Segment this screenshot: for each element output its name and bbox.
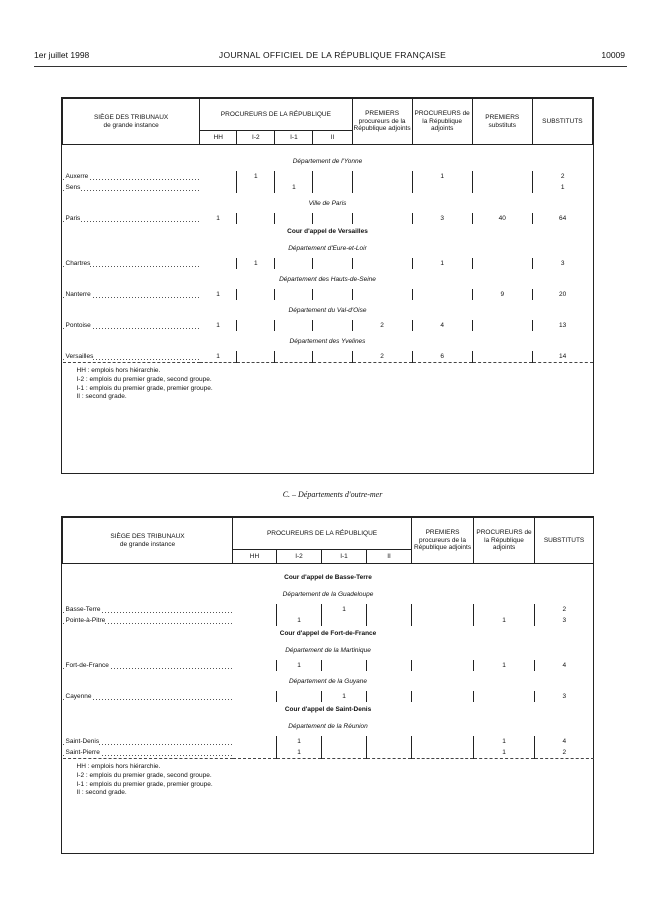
cell-hh: 1	[200, 320, 237, 331]
court-heading-row	[63, 626, 594, 640]
cell-i2: 1	[277, 615, 322, 626]
cell-ps	[472, 171, 532, 182]
section-heading-row	[63, 300, 593, 320]
note-line: HH : emplois hors hiérarchie.	[76, 367, 161, 374]
cell-i1	[322, 615, 367, 626]
cell-i2	[237, 320, 275, 331]
cell-ii	[313, 320, 352, 331]
table-row	[63, 604, 594, 615]
tribunal-name	[63, 289, 200, 300]
note-line: I-2 : emplois du premier grade, second groupe.	[76, 375, 212, 383]
court-heading-row	[63, 702, 594, 716]
cell-i1: 1	[322, 604, 367, 615]
cell-pp	[412, 747, 474, 759]
tribunal-name-text: Nanterre	[65, 291, 91, 298]
section-heading: Département des Hauts-de-Seine	[279, 275, 376, 283]
cell-i1	[275, 213, 313, 224]
cell-sub: 4	[562, 738, 567, 745]
col-ii: II	[367, 550, 412, 564]
cell-pa: 1	[474, 747, 535, 759]
section-heading-row	[63, 584, 594, 604]
cell-pa	[412, 289, 472, 300]
cell-i2	[237, 289, 275, 300]
notes-row	[63, 363, 593, 407]
tribunal-name	[63, 351, 200, 363]
table-row	[63, 289, 593, 300]
cell-pa: 4	[412, 320, 472, 331]
table-row	[63, 182, 593, 193]
tribunal-name-text: Pointe-à-Pitre	[65, 617, 106, 624]
header-rule	[34, 66, 627, 67]
cell-pp: 2	[352, 320, 412, 331]
tribunal-name-text: Saint-Pierre	[65, 749, 100, 756]
cell-i2	[237, 182, 275, 193]
cell-i2: 1	[277, 660, 322, 671]
cell-i2	[237, 351, 275, 363]
cell-hh	[233, 747, 277, 759]
tribunal-name-text: Pontoise	[65, 322, 91, 329]
tribunal-name	[63, 747, 233, 759]
page-number: 10009	[601, 50, 625, 60]
cell-i2	[277, 604, 322, 615]
col-premiers-substituts: PREMIERS substituts	[472, 99, 532, 145]
note-line: I-2 : emplois du premier grade, second groupe.	[76, 771, 212, 779]
tribunal-name-text: Cayenne	[65, 693, 92, 700]
table-row	[63, 736, 594, 747]
section-heading: Département du Val-d'Oise	[288, 306, 367, 314]
tribunal-name-text: Sens	[65, 184, 81, 191]
cell-ii	[367, 660, 412, 671]
section-heading-row	[63, 671, 594, 691]
tribunal-name-text: Fort-de-France	[65, 662, 109, 669]
cell-pa: 1	[412, 171, 472, 182]
col-procureurs-adjoints: PROCUREURS de la République adjoints	[474, 518, 535, 564]
tribunal-name-text: Versailles	[65, 353, 94, 360]
tribunal-name-text: Auxerre	[65, 173, 89, 180]
section-c-title: C. – Départements d'outre-mer	[282, 490, 383, 499]
cell-i1	[275, 351, 313, 363]
cell-ii	[313, 289, 352, 300]
cell-ii	[313, 213, 352, 224]
cell-ii	[313, 182, 352, 193]
court-heading: Cour d'appel de Basse-Terre	[284, 573, 372, 581]
cell-pp	[412, 615, 474, 626]
table-row	[63, 615, 594, 626]
section-heading: Département d'Eure-et-Loir	[288, 244, 367, 252]
cell-i1	[322, 736, 367, 747]
cell-hh	[233, 615, 277, 626]
tribunal-name	[63, 691, 233, 702]
col-i2: I-2	[237, 131, 275, 145]
cell-i2	[237, 213, 275, 224]
cell-sub: 2	[560, 173, 565, 180]
section-heading: Département de la Réunion	[288, 722, 368, 730]
col-premiers-procureurs: PREMIERS procureurs de la République adjoints	[412, 518, 474, 564]
cell-sub: 3	[560, 260, 565, 267]
cell-ii	[367, 604, 412, 615]
col-ii: II	[313, 131, 352, 145]
note-line: I-1 : emplois du premier grade, premier groupe.	[76, 384, 213, 392]
section-heading-row	[63, 193, 593, 213]
cell-i1	[275, 289, 313, 300]
table-notes	[63, 759, 594, 803]
section-heading: Ville de Paris	[308, 199, 347, 207]
cell-sub: 4	[562, 662, 567, 669]
cell-sub: 64	[559, 215, 567, 222]
table-row	[63, 258, 593, 269]
table-row	[63, 213, 593, 224]
note-line: I-1 : emplois du premier grade, premier groupe.	[76, 780, 213, 788]
cell-hh: 1	[200, 351, 237, 363]
col-siege: SIÈGE DES TRIBUNAUX de grande instance	[63, 518, 233, 564]
section-heading-row	[63, 151, 593, 171]
cell-hh	[233, 660, 277, 671]
cell-pa: 1	[474, 615, 535, 626]
tribunal-name-text: Chartres	[65, 260, 91, 267]
cell-i2: 1	[277, 736, 322, 747]
cell-pa	[412, 182, 472, 193]
col-i1: I-1	[275, 131, 313, 145]
col-substituts: SUBSTITUTS	[532, 99, 592, 145]
cell-ps	[472, 351, 532, 363]
table-row	[63, 660, 594, 671]
cell-i1: 1	[275, 182, 313, 193]
notes-row	[63, 759, 594, 803]
cell-pp	[352, 182, 412, 193]
cell-ii	[367, 691, 412, 702]
cell-sub: 14	[559, 353, 567, 360]
court-heading: Cour d'appel de Versailles	[287, 227, 368, 235]
cell-ps	[472, 182, 532, 193]
court-heading-row	[63, 570, 594, 584]
cell-hh	[200, 258, 237, 269]
cell-i1	[275, 171, 313, 182]
col-substituts: SUBSTITUTS	[535, 518, 594, 564]
cell-sub: 13	[559, 322, 567, 329]
cell-ii	[313, 351, 352, 363]
tribunal-name	[63, 660, 233, 671]
cell-pa: 3	[412, 213, 472, 224]
table-metropole	[62, 98, 593, 406]
journal-title: JOURNAL OFFICIEL DE LA RÉPUBLIQUE FRANÇAISE	[218, 50, 447, 60]
cell-ii	[367, 736, 412, 747]
tribunal-name-text: Basse-Terre	[65, 606, 101, 613]
cell-ps	[472, 258, 532, 269]
cell-pa: 1	[412, 258, 472, 269]
cell-ii	[313, 171, 352, 182]
cell-pp	[352, 289, 412, 300]
col-hh: HH	[200, 131, 237, 145]
cell-ps	[472, 320, 532, 331]
cell-pa: 1	[474, 660, 535, 671]
cell-i2: 1	[277, 747, 322, 759]
cell-ii	[313, 258, 352, 269]
cell-ii	[367, 615, 412, 626]
court-heading-row	[63, 224, 593, 238]
col-i1: I-1	[322, 550, 367, 564]
cell-pa: 6	[412, 351, 472, 363]
section-heading-row	[63, 269, 593, 289]
tribunal-name	[63, 171, 200, 182]
section-heading: Département de l'Yonne	[292, 157, 363, 165]
tribunal-name	[63, 615, 233, 626]
table-notes	[63, 363, 593, 407]
cell-hh	[233, 736, 277, 747]
cell-pp	[412, 736, 474, 747]
cell-hh	[200, 182, 237, 193]
note-line: HH : emplois hors hiérarchie.	[76, 763, 161, 770]
cell-hh	[233, 691, 277, 702]
court-heading: Cour d'appel de Fort-de-France	[279, 629, 377, 637]
cell-sub: 2	[562, 606, 567, 613]
cell-pa: 1	[474, 736, 535, 747]
cell-pp	[412, 691, 474, 702]
tribunal-name	[63, 213, 200, 224]
cell-pp	[352, 171, 412, 182]
cell-hh: 1	[200, 289, 237, 300]
cell-hh: 1	[200, 213, 237, 224]
table-row	[63, 351, 593, 363]
tribunal-name	[63, 320, 200, 331]
tribunal-name	[63, 258, 200, 269]
cell-hh	[200, 171, 237, 182]
col-premiers-procureurs: PREMIERS procureurs de la République adjoints	[352, 99, 412, 145]
table-outre-mer	[62, 517, 594, 802]
cell-ps: 9	[472, 289, 532, 300]
cell-pp	[352, 213, 412, 224]
table1-body	[63, 145, 593, 407]
cell-i1	[275, 258, 313, 269]
cell-sub: 3	[562, 617, 567, 624]
col-siege: SIÈGE DES TRIBUNAUX de grande instance	[63, 99, 200, 145]
cell-ii	[367, 747, 412, 759]
cell-i1	[322, 747, 367, 759]
cell-pp	[412, 660, 474, 671]
cell-sub: 3	[562, 693, 567, 700]
cell-pa	[474, 604, 535, 615]
header-date: 1er juillet 1998	[34, 50, 90, 60]
cell-pp	[412, 604, 474, 615]
cell-i2	[277, 691, 322, 702]
tribunal-name-text: Saint-Denis	[65, 738, 100, 745]
cell-i2: 1	[237, 258, 275, 269]
col-procureurs-adjoints: PROCUREURS de la République adjoints	[412, 99, 472, 145]
table-row	[63, 320, 593, 331]
cell-i1	[275, 320, 313, 331]
cell-i1: 1	[322, 691, 367, 702]
table-row	[63, 747, 594, 759]
table-row	[63, 691, 594, 702]
note-line: II : second grade.	[76, 789, 127, 797]
cell-sub: 1	[560, 184, 565, 191]
tribunal-name	[63, 604, 233, 615]
tribunal-name	[63, 182, 200, 193]
cell-i2: 1	[237, 171, 275, 182]
section-heading-row	[63, 238, 593, 258]
col-hh: HH	[233, 550, 277, 564]
col-procureurs: PROCUREURS DE LA RÉPUBLIQUE	[200, 99, 352, 131]
section-heading: Département de la Guyane	[288, 677, 368, 685]
cell-sub: 20	[559, 291, 567, 298]
tribunal-name	[63, 736, 233, 747]
section-heading: Département de la Martinique	[285, 646, 371, 654]
cell-hh	[233, 604, 277, 615]
cell-i1	[322, 660, 367, 671]
col-procureurs: PROCUREURS DE LA RÉPUBLIQUE	[233, 518, 412, 550]
note-line: II : second grade.	[76, 393, 127, 401]
section-heading-row	[63, 716, 594, 736]
section-heading: Département des Yvelines	[289, 337, 366, 345]
cell-ps: 40	[472, 213, 532, 224]
cell-pp	[352, 258, 412, 269]
section-heading-row	[63, 640, 594, 660]
col-i2: I-2	[277, 550, 322, 564]
cell-sub: 2	[562, 749, 567, 756]
section-heading: Département de la Guadeloupe	[282, 590, 374, 598]
table-row	[63, 171, 593, 182]
cell-pp: 2	[352, 351, 412, 363]
cell-pa	[474, 691, 535, 702]
court-heading: Cour d'appel de Saint-Denis	[284, 705, 372, 713]
table2-body	[63, 564, 594, 803]
tribunal-name-text: Paris	[65, 215, 81, 222]
section-heading-row	[63, 331, 593, 351]
